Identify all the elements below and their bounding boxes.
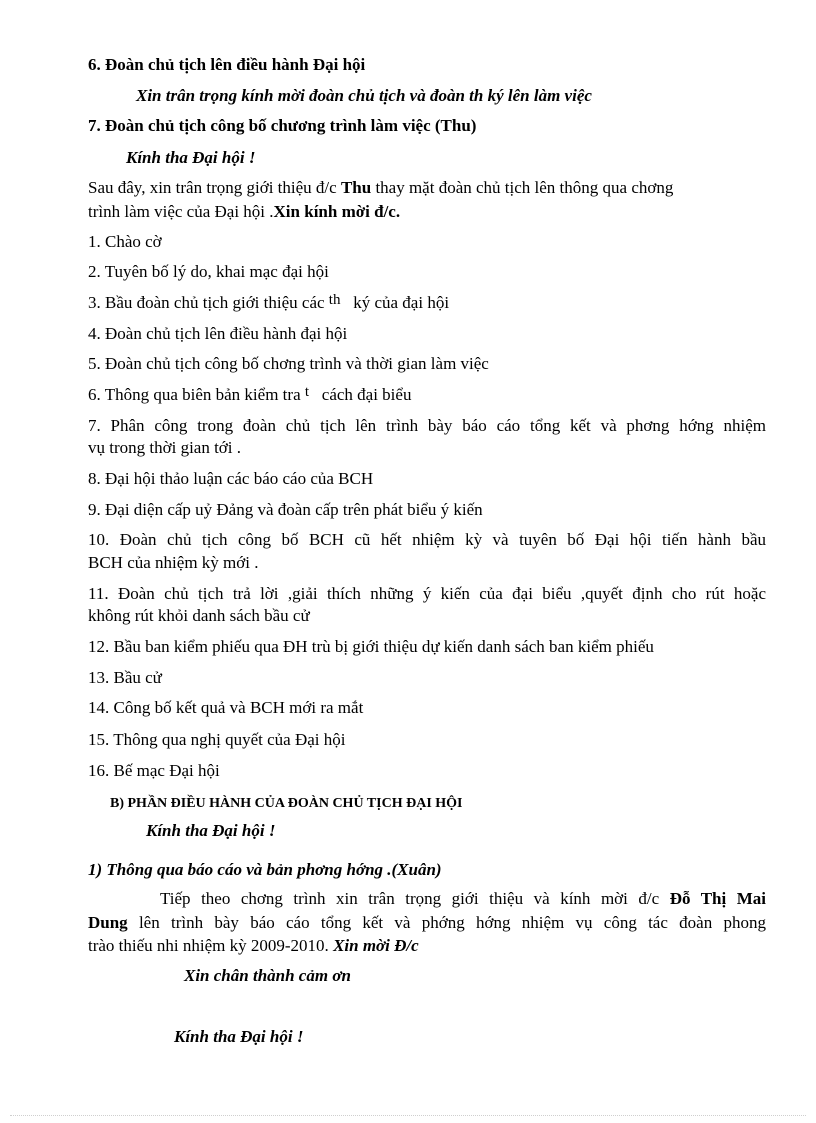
agenda-item-3 xyxy=(88,293,449,314)
speaker-name-cont: Dung xyxy=(88,913,128,932)
agenda-item-8: 8. Đại hội thảo luận các báo cáo của BCH xyxy=(88,469,374,488)
paragraph-text: Tiếp theo chơng trình xin trân trọng giới thiệu và kính mời đ/c xyxy=(160,889,670,908)
speaker-name: Đỗ Thị Mai xyxy=(669,889,767,908)
page-bottom-divider xyxy=(10,1115,806,1116)
agenda-item-7-line-1: 7. Phân công trong đoàn chủ tịch lên trình bày báo cáo tổng kết và phơng hớng nhiệm xyxy=(88,416,766,435)
paragraph-invite: Xin mời Đ/c xyxy=(333,936,419,955)
agenda-item-9: 9. Đại diện cấp uỷ Đảng và đoàn cấp trên phát biểu ý kiến xyxy=(88,500,483,519)
intro-text-after: thay mặt đoàn chủ tịch lên thông qua chơng xyxy=(371,178,674,197)
agenda-item-4: 4. Đoàn chủ tịch lên điều hành đại hội xyxy=(88,324,348,343)
paragraph-line-2 xyxy=(88,913,766,933)
agenda-item-16: 16. Bế mạc Đại hội xyxy=(88,761,220,780)
paragraph-line-1 xyxy=(88,889,766,909)
thanks-line: Xin chân thành cảm ơn xyxy=(184,966,351,985)
agenda-item-1: 1. Chào cờ xyxy=(88,232,162,251)
agenda-item-6 xyxy=(88,385,411,406)
intro-name: Thu xyxy=(340,178,372,197)
agenda-item-15: 15. Thông qua nghị quyết của Đại hội xyxy=(88,730,346,749)
agenda-item-3-th: th xyxy=(328,292,341,308)
agenda-item-5: 5. Đoàn chủ tịch công bố chơng trình và thời gian làm việc xyxy=(88,354,489,373)
agenda-item-13: 13. Bầu cử xyxy=(88,668,162,687)
agenda-item-14: 14. Công bố kết quả và BCH mới ra mắt xyxy=(88,698,364,717)
agenda-item-6-text-after: cách đại biểu xyxy=(321,385,412,404)
subsection-1-heading: 1) Thông qua báo cáo và bản phơng hớng .(Xuân) xyxy=(88,860,442,879)
section-b-heading: B) PHẦN ĐIỀU HÀNH CỦA ĐOÀN CHỦ TỊCH ĐẠI HỘI xyxy=(110,796,463,811)
item-6-invite: Xin trân trọng kính mời đoàn chủ tịch và đoàn th ký lên làm việc xyxy=(136,86,592,105)
paragraph-text-3: trào thiếu nhi nhiệm kỳ 2009-2010. xyxy=(88,936,334,955)
agenda-item-12: 12. Bầu ban kiểm phiếu qua ĐH trù bị giới thiệu dự kiến danh sách ban kiểm phiếu xyxy=(88,637,654,656)
intro-invite: Xin kính mời đ/c. xyxy=(273,202,401,221)
agenda-item-11-line-2: không rút khỏi danh sách bầu cử xyxy=(88,606,310,625)
agenda-item-2: 2. Tuyên bố lý do, khai mạc đại hội xyxy=(88,262,329,281)
item-6-heading: 6. Đoàn chủ tịch lên điều hành Đại hội xyxy=(88,55,366,74)
agenda-item-3-text: 3. Bầu đoàn chủ tịch giới thiệu các xyxy=(88,293,325,312)
agenda-item-7-line-2: vụ trong thời gian tới . xyxy=(88,438,242,457)
closing-greeting: Kính tha Đại hội ! xyxy=(174,1027,304,1046)
agenda-item-10-line-2: BCH của nhiệm kỳ mới . xyxy=(88,553,259,572)
agenda-item-10-line-1: 10. Đoàn chủ tịch công bố BCH cũ hết nhiệm kỳ và tuyên bố Đại hội tiến hành bầu xyxy=(88,530,766,549)
paragraph-line-3 xyxy=(88,936,419,956)
intro-text: Sau đây, xin trân trọng giới thiệu đ/c xyxy=(88,178,341,197)
agenda-item-3-text-after: ký của đại hội xyxy=(353,293,450,312)
agenda-item-6-t: t xyxy=(304,384,310,400)
greeting-1: Kính tha Đại hội ! xyxy=(126,148,256,167)
intro-line-1 xyxy=(88,178,673,198)
agenda-item-11-line-1: 11. Đoàn chủ tịch trả lời ,giải thích những ý kiến của đại biểu ,quyết định cho rút hoặc xyxy=(88,584,766,603)
item-7-heading: 7. Đoàn chủ tịch công bố chương trình làm việc (Thu) xyxy=(88,116,477,135)
agenda-item-6-text: 6. Thông qua biên bản kiểm tra xyxy=(88,385,301,404)
intro-line-2 xyxy=(88,202,400,222)
greeting-2: Kính tha Đại hội ! xyxy=(146,821,276,840)
intro-text-2: trình làm việc của Đại hội . xyxy=(88,202,274,221)
paragraph-text-2: lên trình bày báo cáo tổng kết và phớng hớng nhiệm vụ công tác đoàn phong xyxy=(127,913,766,932)
